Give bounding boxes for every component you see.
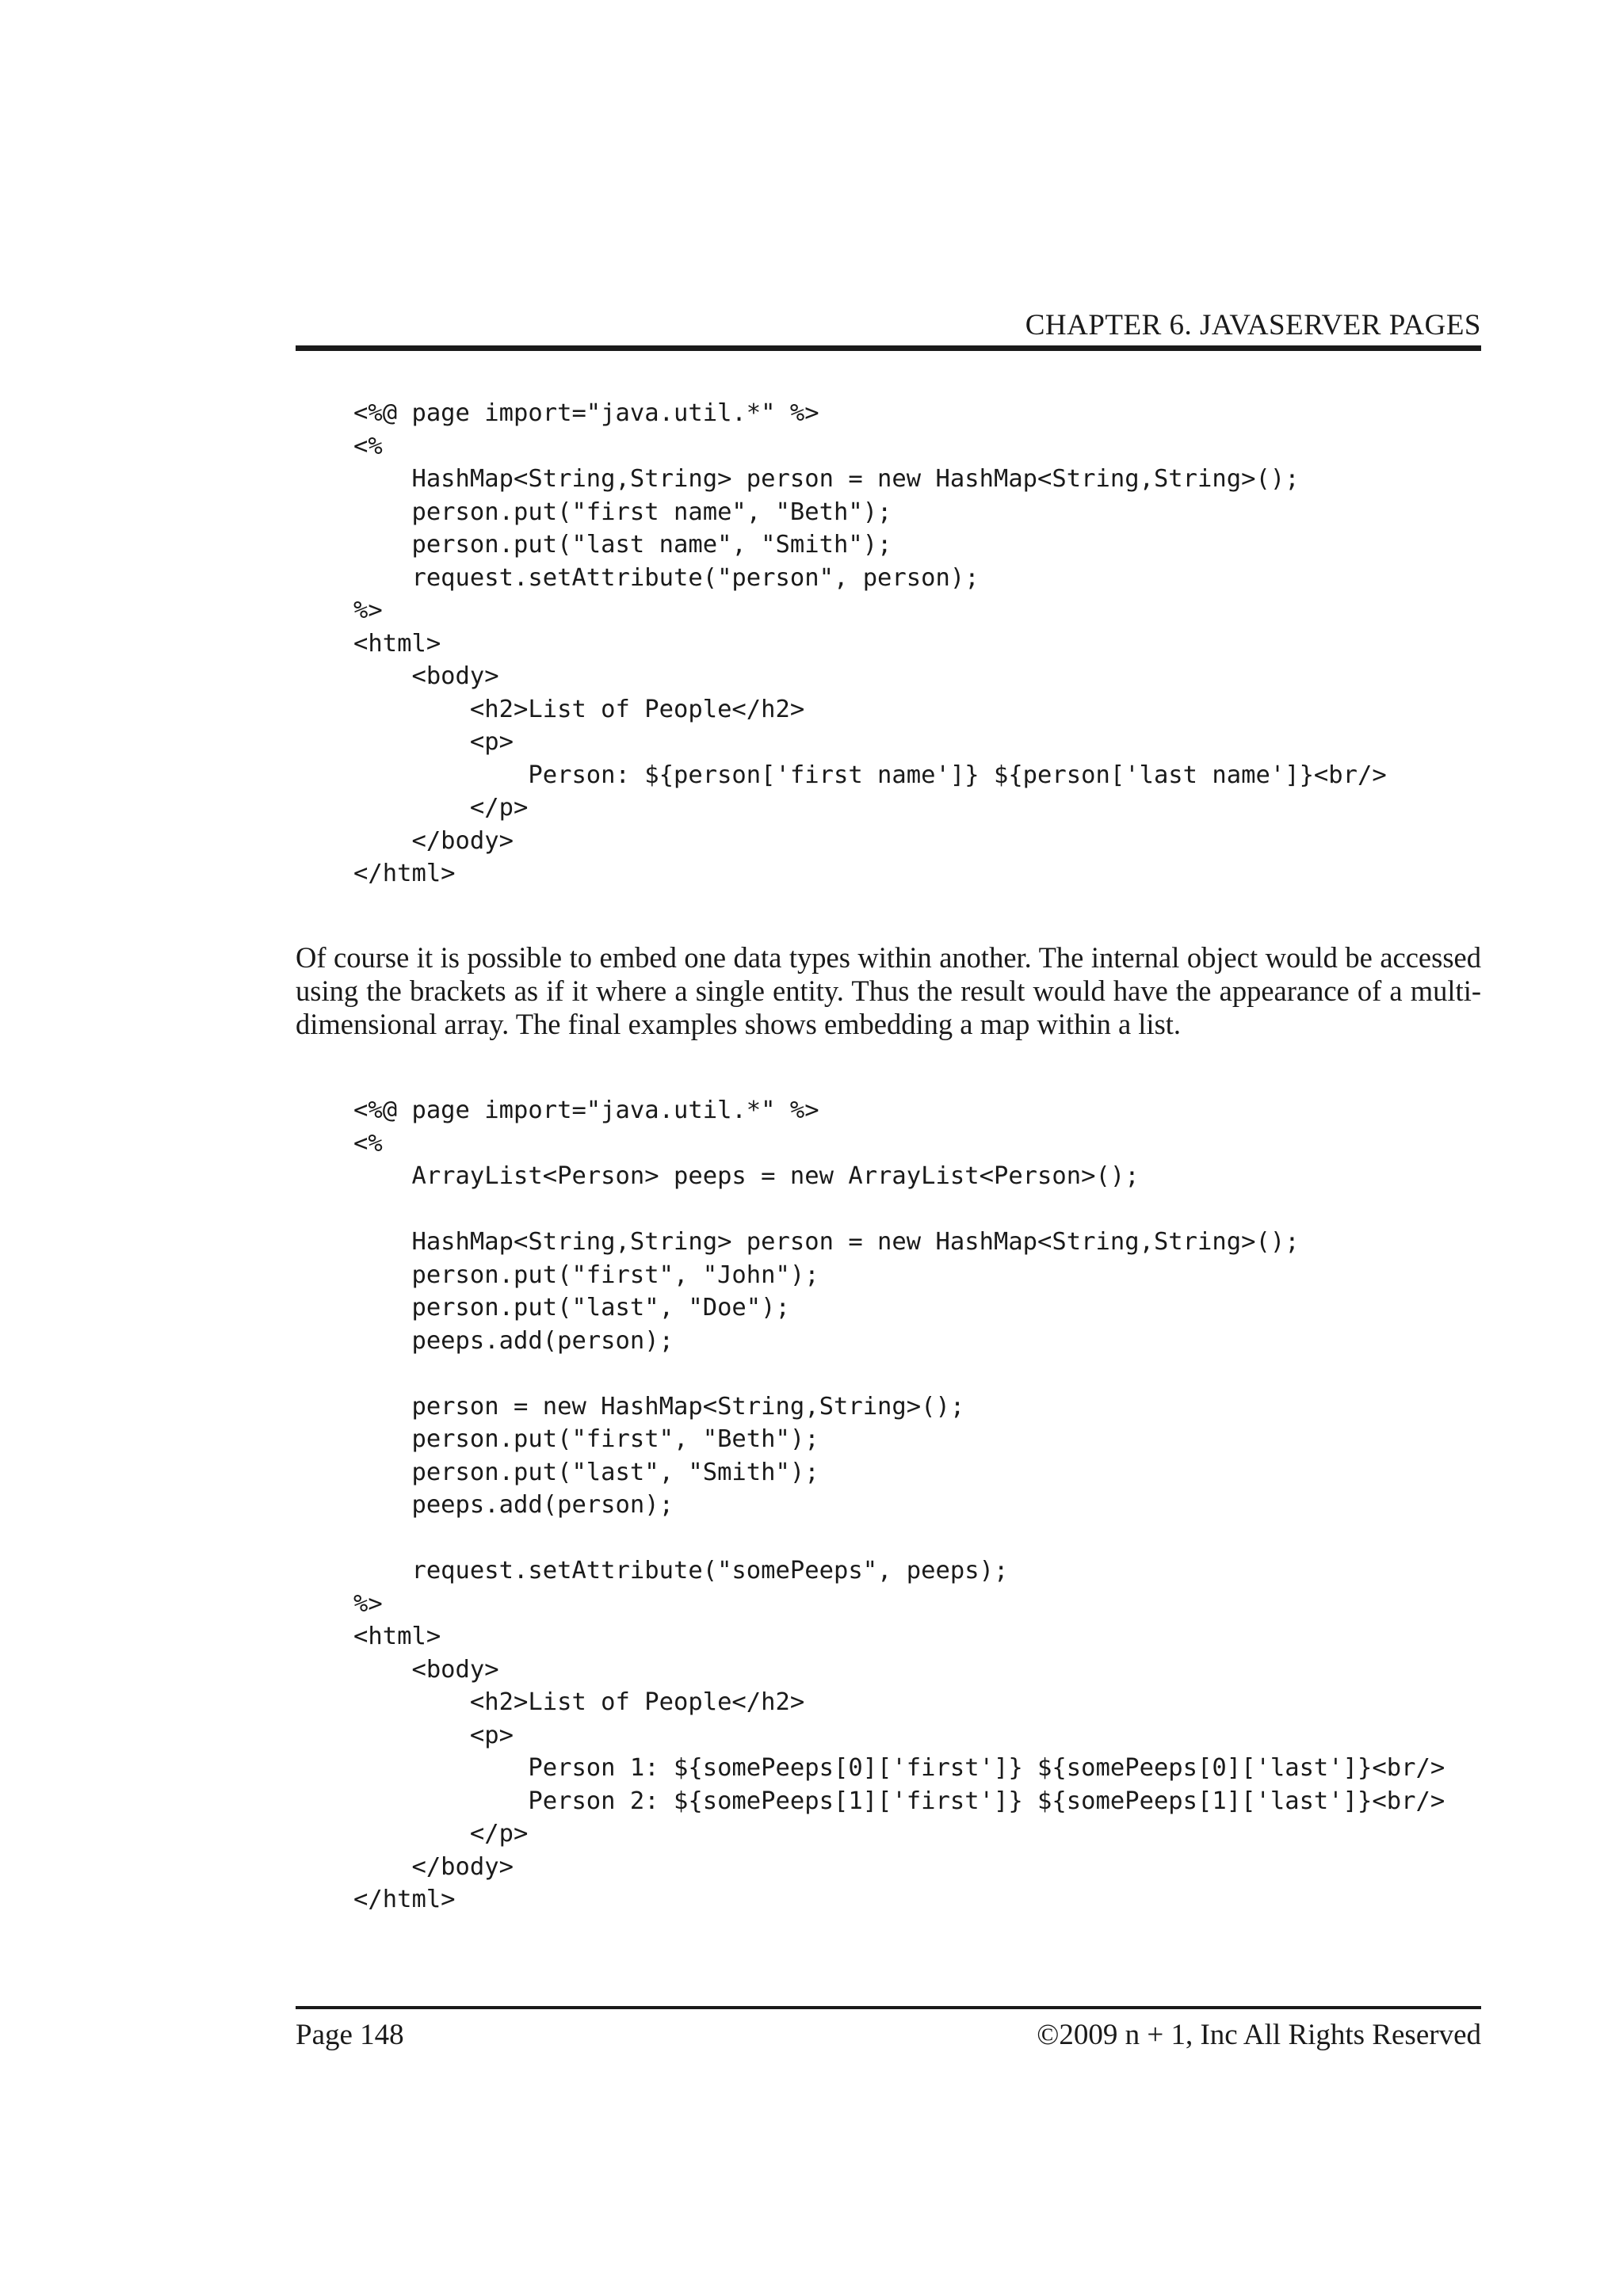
code-line: person.put("first", "John"); xyxy=(353,1261,819,1289)
code-line: <% xyxy=(353,432,383,460)
running-head: CHAPTER 6. JAVASERVER PAGES xyxy=(1025,309,1481,341)
code-line: <html> xyxy=(353,629,441,658)
code-line: request.setAttribute("somePeeps", peeps); xyxy=(353,1557,1009,1585)
code-line: <%@ page import="java.util.*" %> xyxy=(353,399,819,427)
code-line: %> xyxy=(353,1589,383,1618)
code-line: person.put("first name", "Beth"); xyxy=(353,498,892,526)
code-line: HashMap<String,String> person = new HashMap<String,String>(); xyxy=(353,465,1300,493)
code-line: <body> xyxy=(353,662,499,690)
code-line: Person 2: ${somePeeps[1]['first']} ${somePeeps[1]['last']}<br/> xyxy=(353,1787,1445,1815)
footer-rule xyxy=(296,2006,1481,2009)
body-paragraph: Of course it is possible to embed one data types within another. The internal object would be accessed using the brackets as if it where a single entity. Thus the result would have the appearance of a multi-dimensional array. The final examples shows embedding a map within a list. xyxy=(296,941,1481,1040)
code-line xyxy=(353,1357,1445,1390)
code-line: peeps.add(person); xyxy=(353,1491,674,1519)
page-number: Page 148 xyxy=(296,2019,404,2051)
code-line: Person: ${person['first name']} ${person['last name']}<br/> xyxy=(353,761,1387,789)
code-line xyxy=(353,1193,1445,1226)
code-line: </p> xyxy=(353,794,529,822)
code-line: person = new HashMap<String,String>(); xyxy=(353,1392,965,1421)
code-line: </html> xyxy=(353,1886,456,1913)
code-line: <h2>List of People</h2> xyxy=(353,695,805,723)
copyright-notice: ©2009 n + 1, Inc All Rights Reserved xyxy=(1037,2019,1481,2051)
code-line: </body> xyxy=(353,826,514,855)
header-rule xyxy=(296,345,1481,351)
code-line: person.put("first", "Beth"); xyxy=(353,1425,819,1453)
code-line: <p> xyxy=(353,728,514,756)
code-line: %> xyxy=(353,597,383,624)
code-block-map-example xyxy=(353,397,1387,891)
code-line: person.put("last", "Doe"); xyxy=(353,1294,790,1322)
code-line: <h2>List of People</h2> xyxy=(353,1688,805,1716)
code-line: <p> xyxy=(353,1721,514,1749)
code-line: <%@ page import="java.util.*" %> xyxy=(353,1097,819,1124)
code-line: <html> xyxy=(353,1623,441,1650)
code-line: <% xyxy=(353,1129,383,1158)
code-line: person.put("last name", "Smith"); xyxy=(353,531,892,559)
code-line: HashMap<String,String> person = new HashMap<String,String>(); xyxy=(353,1228,1300,1256)
code-line: </html> xyxy=(353,860,456,887)
code-line: <body> xyxy=(353,1655,499,1684)
code-line: </p> xyxy=(353,1820,529,1848)
code-line: Person 1: ${somePeeps[0]['first']} ${somePeeps[0]['last']}<br/> xyxy=(353,1754,1445,1782)
code-line: ArrayList<Person> peeps = new ArrayList<Person>(); xyxy=(353,1162,1140,1190)
code-line: request.setAttribute("person", person); xyxy=(353,563,980,592)
page-footer xyxy=(296,2017,1481,2054)
code-line: </body> xyxy=(353,1852,514,1881)
code-line xyxy=(353,1522,1445,1555)
code-line: person.put("last", "Smith"); xyxy=(353,1458,819,1486)
code-block-list-of-maps-example xyxy=(353,1094,1445,1917)
code-line: peeps.add(person); xyxy=(353,1326,674,1355)
